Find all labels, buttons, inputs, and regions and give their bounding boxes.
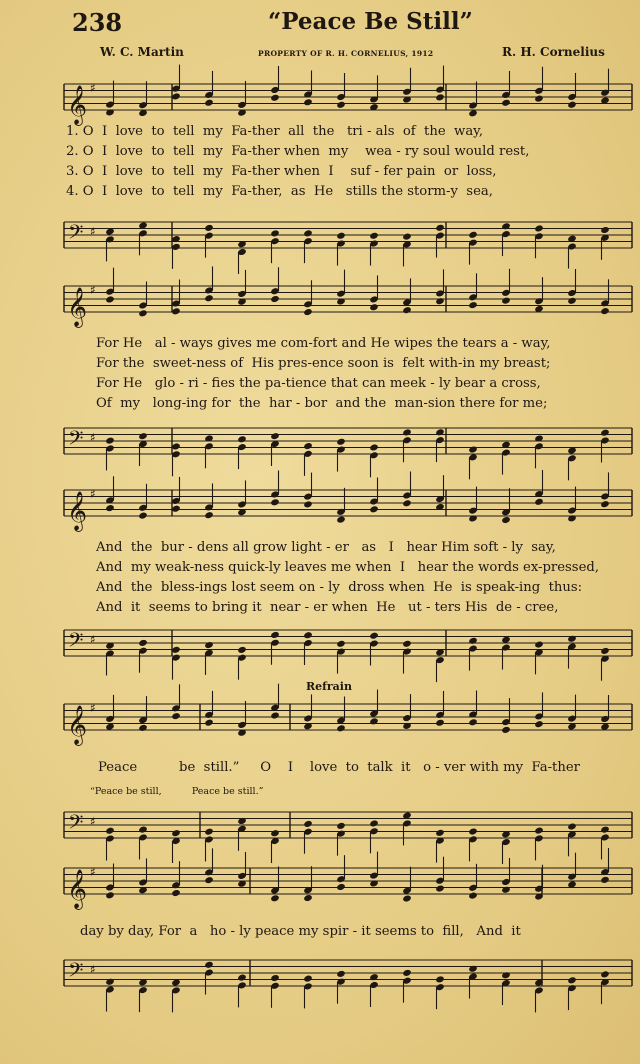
note-head	[402, 306, 412, 314]
note-head	[336, 438, 346, 446]
note-head	[303, 894, 313, 902]
lyric-verse-3-line-2: For He glo - ri - fies the pa-tience that can meek - ly bear a cross,	[96, 376, 541, 391]
note-head	[600, 226, 610, 234]
note-head	[402, 233, 412, 241]
note-head	[270, 94, 280, 102]
key-signature-sharp-icon: ♯	[90, 486, 96, 501]
note-head	[369, 232, 379, 240]
note-head	[138, 432, 148, 440]
note-head	[567, 976, 577, 984]
bass-clef-icon: 𝄢	[68, 220, 84, 249]
lyric-verse-3-line-3: And the bless-ings lost seem on - ly dross when He is speak-ing thus:	[96, 580, 583, 595]
treble-clef-icon: 𝄞	[67, 705, 88, 745]
note-head	[369, 632, 379, 640]
note-head	[270, 295, 280, 303]
note-head	[237, 646, 247, 654]
lyric-verse-1-line-2: For He al - ways gives me com-fort and He wipes the tears a - way,	[96, 336, 551, 351]
note-head	[138, 724, 148, 732]
note-head	[237, 435, 247, 443]
note-head	[138, 512, 148, 520]
copyright-notice: PROPERTY OF R. H. CORNELIUS, 1912	[258, 49, 434, 58]
note-head	[600, 826, 610, 834]
note-head	[435, 829, 445, 837]
note-head	[534, 720, 544, 728]
note-head	[501, 297, 511, 305]
note-head	[435, 428, 445, 436]
note-head	[402, 894, 412, 902]
note-head	[435, 93, 445, 101]
note-head	[303, 98, 313, 106]
note-head	[435, 297, 445, 305]
note-head	[138, 639, 148, 647]
note-head	[171, 829, 181, 837]
note-head	[402, 969, 412, 977]
note-head	[468, 301, 478, 309]
composer-credit: R. H. Cornelius	[502, 45, 605, 59]
note-head	[237, 974, 247, 982]
note-head	[600, 429, 610, 437]
bass-clef-icon: 𝄢	[68, 628, 84, 657]
note-head	[336, 232, 346, 240]
treble-clef-icon: 𝄞	[67, 85, 88, 125]
note-head	[270, 711, 280, 719]
key-signature-sharp-icon: ♯	[90, 224, 96, 239]
lyric-verse-2-line-1: 2. O I love to tell my Fa-ther when my wea - ry soul would rest,	[66, 144, 530, 159]
note-head	[567, 635, 577, 643]
note-head	[336, 101, 346, 109]
key-signature-sharp-icon: ♯	[90, 814, 96, 829]
note-head	[468, 231, 478, 239]
note-head	[369, 505, 379, 513]
note-head	[501, 222, 511, 230]
note-head	[138, 826, 148, 834]
note-head	[303, 308, 313, 316]
lyric-refrain-line-1: Peace be still.” O I love to talk it o - ver with my Fa-ther	[98, 760, 580, 775]
note-head	[369, 819, 379, 827]
note-head	[204, 99, 214, 107]
hymn-title: “Peace Be Still”	[268, 8, 473, 35]
lyric-verse-3-line-1: 3. O I love to tell my Fa-ther when I suf - fer pain or loss,	[66, 164, 497, 179]
note-head	[468, 718, 478, 726]
note-head	[204, 224, 214, 232]
note-head	[468, 827, 478, 835]
note-head	[303, 229, 313, 237]
note-head	[435, 884, 445, 892]
refrain-label: Refrain	[306, 680, 352, 693]
note-head	[600, 307, 610, 315]
note-head	[402, 428, 412, 436]
note-head	[567, 822, 577, 830]
note-head	[171, 712, 181, 720]
note-head	[402, 499, 412, 507]
key-signature-sharp-icon: ♯	[90, 430, 96, 445]
note-head	[138, 309, 148, 317]
lyric-verse-1-line-3: And the bur - dens all grow light - er as I hear Him soft - ly say,	[96, 540, 556, 555]
note-head	[336, 970, 346, 978]
note-head	[270, 229, 280, 237]
note-head	[303, 442, 313, 450]
note-head	[336, 516, 346, 524]
note-head	[534, 224, 544, 232]
note-head	[501, 726, 511, 734]
note-head	[501, 886, 511, 894]
note-head	[105, 827, 115, 835]
note-head	[336, 822, 346, 830]
note-head	[105, 437, 115, 445]
key-signature-sharp-icon: ♯	[90, 864, 96, 879]
note-head	[567, 101, 577, 109]
note-head	[534, 95, 544, 103]
treble-clef-icon: 𝄞	[67, 491, 88, 531]
note-head	[369, 717, 379, 725]
note-head	[204, 961, 214, 969]
note-head	[336, 724, 346, 732]
note-head	[204, 828, 214, 836]
note-head	[270, 631, 280, 639]
bass-clef-icon: 𝄢	[68, 958, 84, 987]
note-head	[270, 894, 280, 902]
note-head	[501, 971, 511, 979]
note-head	[303, 820, 313, 828]
note-head	[105, 504, 115, 512]
lyric-verse-4-line-2: Of my long-ing for the har - bor and the man-sion there for me;	[96, 396, 548, 411]
note-head	[402, 640, 412, 648]
note-head	[534, 498, 544, 506]
lyric-verse-2-line-2: For the sweet-ness of His pres-ence soon is felt with-in my breast;	[96, 356, 551, 371]
treble-clef-icon: 𝄞	[67, 869, 88, 909]
note-head	[468, 445, 478, 453]
lyric-verse-4-line-3: And it seems to bring it near - er when He ut - ters His de - cree,	[96, 600, 559, 615]
note-head	[204, 641, 214, 649]
key-signature-sharp-icon: ♯	[90, 700, 96, 715]
bass-clef-icon: 𝄢	[68, 810, 84, 839]
note-head	[435, 224, 445, 232]
note-head	[435, 975, 445, 983]
note-head	[435, 719, 445, 727]
note-head	[534, 826, 544, 834]
key-signature-sharp-icon: ♯	[90, 80, 96, 95]
bass-clef-icon: 𝄢	[68, 426, 84, 455]
note-head	[468, 965, 478, 973]
note-head	[270, 498, 280, 506]
lyric-verse-2-line-3: And my weak-ness quick-ly leaves me when I hear the words ex-pressed,	[96, 560, 600, 575]
author-credit: W. C. Martin	[100, 45, 184, 59]
note-head	[567, 514, 577, 522]
note-head	[468, 892, 478, 900]
note-head	[204, 876, 214, 884]
note-head	[303, 631, 313, 639]
note-head	[171, 889, 181, 897]
key-signature-sharp-icon: ♯	[90, 962, 96, 977]
note-head	[369, 973, 379, 981]
note-head	[600, 876, 610, 884]
key-signature-sharp-icon: ♯	[90, 632, 96, 647]
treble-clef-icon: 𝄞	[67, 287, 88, 327]
note-head	[336, 883, 346, 891]
note-head	[270, 829, 280, 837]
note-head	[204, 294, 214, 302]
note-head	[105, 891, 115, 899]
note-head	[369, 303, 379, 311]
note-head	[600, 647, 610, 655]
note-head	[501, 516, 511, 524]
note-head	[105, 978, 115, 986]
note-head	[303, 975, 313, 983]
lyric-verse-4-line-1: 4. O I love to tell my Fa-ther, as He stills the storm-y sea,	[66, 184, 493, 199]
note-head	[270, 432, 280, 440]
note-head	[534, 640, 544, 648]
note-head	[567, 297, 577, 305]
note-head	[204, 511, 214, 519]
lyric-refrain-line-2: day by day, For a ho - ly peace my spir - it seems to fill, And it	[80, 924, 521, 939]
key-signature-sharp-icon: ♯	[90, 282, 96, 297]
note-head	[600, 500, 610, 508]
note-head	[204, 719, 214, 727]
note-head	[600, 970, 610, 978]
note-head	[501, 99, 511, 107]
note-head	[105, 295, 115, 303]
note-head	[303, 500, 313, 508]
note-head	[336, 640, 346, 648]
hymn-number: 238	[72, 8, 123, 37]
note-head	[369, 443, 379, 451]
lyric-refrain-echo: “Peace be still, Peace be still.”	[90, 786, 264, 797]
lyric-verse-1-line-1: 1. O I love to tell my Fa-ther all the tri - als of the way,	[66, 124, 484, 139]
note-head	[468, 637, 478, 645]
note-head	[270, 974, 280, 982]
